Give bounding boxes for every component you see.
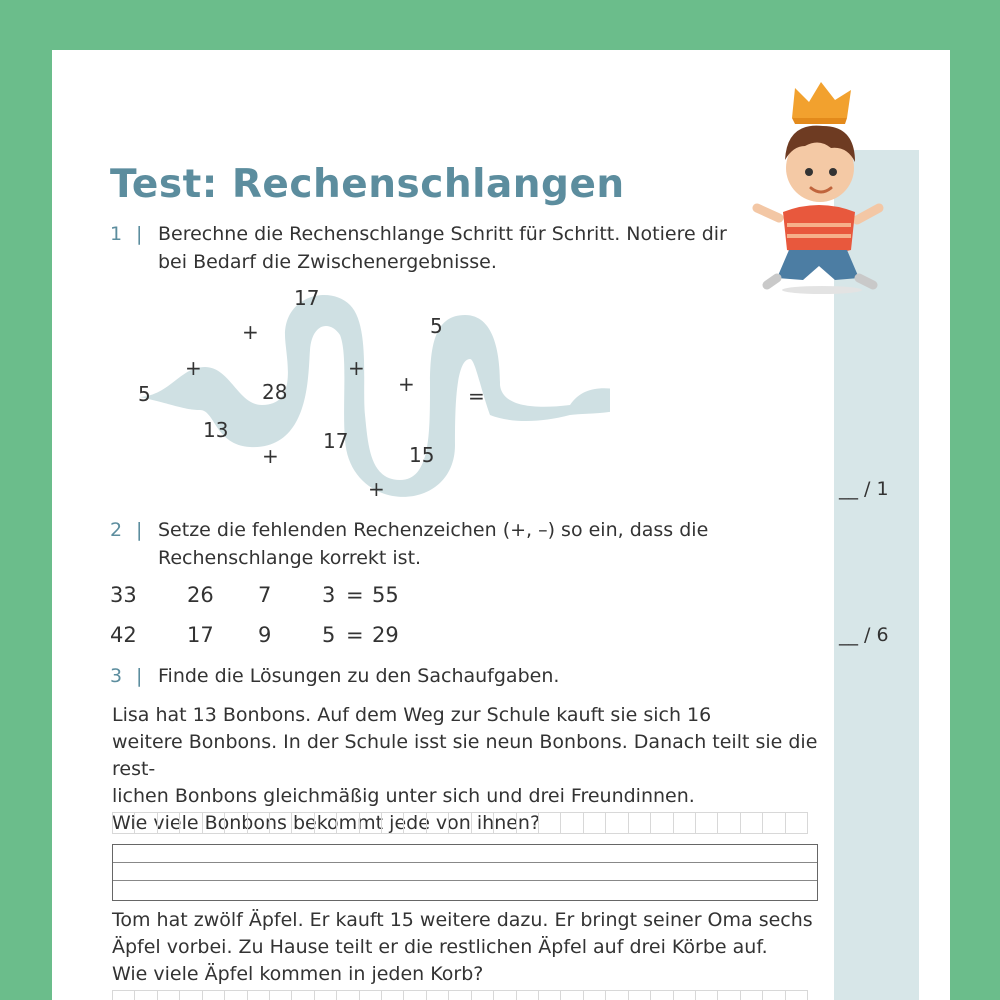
score-task-1: __ / 1 xyxy=(839,478,889,500)
task-3 xyxy=(110,662,750,690)
row-value: 9 xyxy=(258,623,272,647)
word-problem-2 xyxy=(112,907,822,988)
worksheet xyxy=(52,50,950,1000)
task-separator: | xyxy=(136,665,143,687)
problem-question: Wie viele Äpfel kommen in jeden Korb? xyxy=(112,963,484,985)
answer-lines[interactable] xyxy=(112,844,818,901)
page-title: Test: Rechenschlangen xyxy=(110,162,625,207)
problem-line: lichen Bonbons gleichmäßig unter sich und drei Freundinnen. xyxy=(112,785,695,807)
row-value: 3 xyxy=(322,583,336,607)
snake-number: 17 xyxy=(323,429,349,453)
snake-equals: = xyxy=(468,384,485,408)
snake-operator: + xyxy=(398,372,415,396)
task-instruction: Finde die Lösungen zu den Sachaufgaben. xyxy=(158,665,560,687)
task-number: 1 xyxy=(110,223,123,245)
task-instruction: Berechne die Rechenschlange Schritt für Schritt. Notiere dir bei Bedarf die Zwischenergebnisse. xyxy=(158,223,727,273)
row-value: 7 xyxy=(258,583,272,607)
problem-line: weitere Bonbons. In der Schule isst sie neun Bonbons. Danach teilt sie die rest- xyxy=(112,731,818,780)
row-value: 5 xyxy=(322,623,336,647)
task-number: 2 xyxy=(110,519,123,541)
snake-operator: + xyxy=(348,356,365,380)
answer-grid[interactable] xyxy=(112,812,808,834)
snake-operator: + xyxy=(242,320,259,344)
problem-line: Tom hat zwölf Äpfel. Er kauft 15 weitere dazu. Er bringt seiner Oma sechs xyxy=(112,909,813,931)
snake-number: 28 xyxy=(262,380,288,404)
snake-number: 15 xyxy=(409,443,435,467)
score-task-2: __ / 6 xyxy=(839,624,889,646)
row-value: 26 xyxy=(187,583,214,607)
task-number: 3 xyxy=(110,665,123,687)
snake-operator: + xyxy=(368,477,385,501)
row-result: 55 xyxy=(372,583,399,607)
answer-grid[interactable] xyxy=(112,990,808,1000)
snake-operator: + xyxy=(262,444,279,468)
row-value: 33 xyxy=(110,583,137,607)
task-separator: | xyxy=(136,519,143,541)
snake-number: 5 xyxy=(138,382,151,406)
row-equals: = xyxy=(346,583,364,607)
task-1 xyxy=(110,220,750,276)
snake-number: 17 xyxy=(294,286,320,310)
number-snake-illustration xyxy=(130,275,610,510)
task-separator: | xyxy=(136,223,143,245)
problem-question: Wie viele Bonbons bekommt jede von ihnen? xyxy=(112,812,541,834)
row-result: 29 xyxy=(372,623,399,647)
row-equals: = xyxy=(346,623,364,647)
task-2 xyxy=(110,516,830,572)
task-instruction: Setze die fehlenden Rechenzeichen (+, –) so ein, dass die Rechenschlange korrekt ist. xyxy=(158,519,709,569)
problem-line: Äpfel vorbei. Zu Hause teilt er die restlichen Äpfel auf drei Körbe auf. xyxy=(112,936,768,958)
snake-number: 5 xyxy=(430,314,443,338)
boy-with-crown-illustration xyxy=(747,80,887,295)
row-value: 17 xyxy=(187,623,214,647)
snake-operator: + xyxy=(185,356,202,380)
problem-line: Lisa hat 13 Bonbons. Auf dem Weg zur Schule kauft sie sich 16 xyxy=(112,704,712,726)
row-value: 42 xyxy=(110,623,137,647)
snake-number: 13 xyxy=(203,418,229,442)
